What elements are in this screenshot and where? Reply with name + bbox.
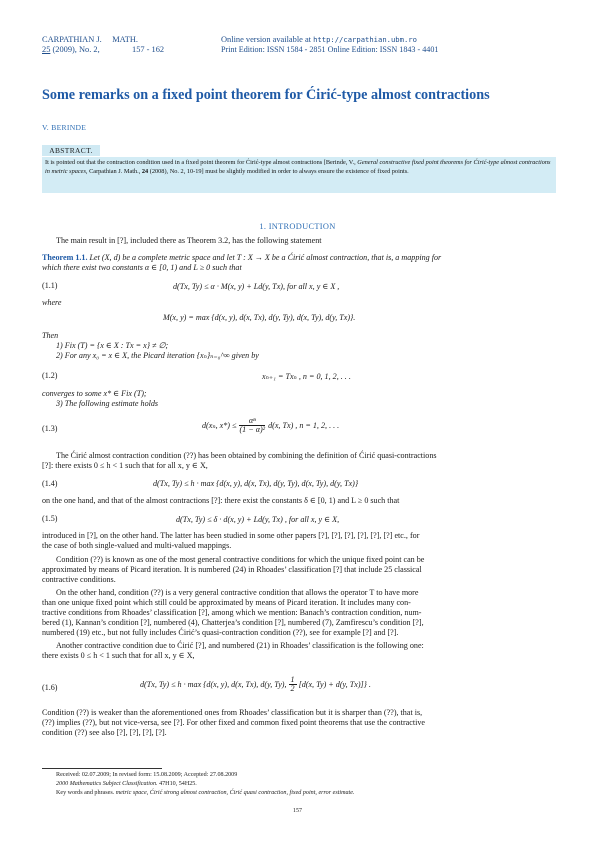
paragraph-2-line-2: [?]: there exists 0 ≤ h < 1 such that for all x, y ∈ X, (42, 461, 208, 470)
paragraph-7-line-1: Another contractive condition due to Ćirić [?], and numbered (21) in Rhoades’ classification is the following one: (56, 641, 424, 650)
issue-info: (2009), No. 2, (50, 45, 100, 54)
abstract-part-d: (2008), No. 2, 10-19] must be slightly modified in order to always ensure the existence of fixed points. (148, 167, 409, 175)
footnote-divider (42, 768, 162, 769)
eq-1-6-fraction (289, 676, 297, 693)
keywords-text: metric space, Ćirić strong almost contraction, Ćirić quasi contraction, fixed point, error estimate. (114, 790, 355, 796)
paragraph-6-line-1: On the other hand, condition (??) is a very general contractive condition that allows the operator T to have more (56, 588, 419, 597)
eq-1-6-denominator: 2 (290, 683, 295, 693)
paragraph-3: on the one hand, and that of the almost contractions [?]: there exist the constants δ ∈ [0, 1) and L ≥ 0 such that (42, 496, 400, 505)
paragraph-4-line-1: introduced in [?], on the other hand. The latter has been studied in some other papers [?], [?], [?], [?], [?], [?] etc., for (42, 531, 420, 540)
theorem-text-1: Let (X, d) be a complete metric space and let T : X → X be a Ćirić almost contraction, that is, a mapping for (89, 253, 442, 262)
msc-codes: 47H10, 54H25. (157, 781, 197, 787)
eq-1-2: xₙ₊₁ = Txₙ , n = 0, 1, 2, . . . (262, 372, 351, 381)
eq-1-3-fraction (239, 417, 265, 434)
journal-line-2 (42, 45, 138, 55)
page-number: 157 (293, 808, 302, 814)
keywords (56, 789, 354, 798)
abstract-volume: 24 (141, 167, 149, 175)
eq-1-6-label: (1.6) (42, 683, 58, 692)
paragraph-7-line-2: there exists 0 ≤ h < 1 such that for all x, y ∈ X, (42, 651, 195, 660)
paragraph-6-line-4: bered (1), Kannan’s condition [?], numbered (4), Chatterjea’s condition [?], numbered (7), Zamfirescu’s condition [?], (42, 618, 424, 627)
section-heading: 1. INTRODUCTION (259, 222, 336, 231)
paragraph-8-line-1: Condition (??) is weaker than the aforementioned ones from Rhoades’ classification but it is sharper than (??), that is, (42, 708, 423, 717)
theorem-statement (42, 253, 558, 263)
eq-max-definition: M(x, y) = max {d(x, y), d(x, Tx), d(y, Ty), d(x, Ty), d(y, Tx)}. (163, 313, 356, 322)
abstract-label: ABSTRACT. (42, 145, 100, 156)
conclusion-3: 3) The following estimate holds (56, 399, 159, 408)
eq-1-3-rhs: d(x, Tx) , n = 1, 2, . . . (268, 420, 340, 430)
paragraph-5-line-3: contractive conditions. (42, 575, 116, 584)
paragraph-6-line-2: than one unique fixed point which still could be approximated by means of Picard iteration. It includes many con- (42, 598, 411, 607)
paragraph-6-line-5: numbered (19) etc., but not fully includes Ćirić’s quasi-contraction condition (??), see for example [?] and [?]. (42, 628, 399, 637)
journal-name (42, 35, 138, 55)
author-name: V. BERINDE (42, 123, 87, 132)
paragraph-5-line-1: Condition (??) is known as one of the most general contractive conditions for which the unique fixed point can be (56, 555, 425, 564)
abstract-text (45, 159, 555, 176)
eq-1-3-lhs: d(xₙ, x*) ≤ (202, 421, 237, 430)
abstract-part-a: It is pointed out that the contraction condition used in a fixed point theorem for Ćirić-type almost contractions [Berinde, V., (45, 159, 358, 166)
eq-1-3-numerator: αⁿ (239, 417, 265, 426)
eq-1-6-part-b: [d(x, Ty) + d(y, Tx)]} . (298, 679, 371, 689)
then-text: Then (42, 331, 59, 340)
paragraph-4-line-2: the case of both single-valued and multi-valued mappings. (42, 541, 232, 550)
eq-1-3-label: (1.3) (42, 424, 58, 433)
print-edition: Print Edition: ISSN 1584 - 2851 Online Edition: ISSN 1843 - 4401 (221, 45, 439, 54)
abstract-part-c: , Carpathian J. Math., (85, 167, 142, 175)
journal-line-1: CARPATHIAN J. MATH. (42, 35, 139, 44)
theorem-label: Theorem 1.1. (42, 253, 88, 262)
eq-1-1: d(Tx, Ty) ≤ α · M(x, y) + Ld(y, Tx), for all x, y ∈ X , (173, 282, 340, 291)
msc-label: 2000 Mathematics Subject Classification. (56, 781, 158, 787)
volume-number: 25 (42, 45, 51, 54)
paragraph-5-line-2: approximated by means of Picard iteration. It is numbered (24) in Rhoades’ classification [?] that include 25 classical (42, 565, 422, 574)
online-info (221, 35, 417, 45)
paragraph-8-line-3: condition (??) see also [?], [?], [?], [?]. (42, 728, 167, 737)
keywords-label: Key words and phrases. (56, 790, 115, 796)
eq-1-4: d(Tx, Ty) ≤ h · max {d(x, y), d(x, Tx), d(y, Ty), d(x, Ty), d(y, Tx)} (153, 479, 359, 488)
msc-classification (56, 780, 197, 789)
theorem-text-2: which there exist two constants α ∈ [0, 1) and L ≥ 0 such that (42, 263, 242, 272)
eq-1-3-denominator: (1 − α)² (239, 424, 266, 434)
online-prefix: Online version available at (221, 35, 314, 44)
paragraph-6-line-3: tractive conditions from Rhoades’ classification [?], among which we mention: Banach’s contraction condition, num- (42, 608, 422, 617)
eq-1-6-numerator: 1 (290, 674, 295, 684)
where-text: where (42, 298, 62, 307)
eq-1-6 (140, 673, 371, 695)
eq-1-5-label: (1.5) (42, 514, 58, 523)
intro-paragraph: The main result in [?], included there as Theorem 3.2, has the following statement (56, 236, 322, 245)
eq-1-3 (202, 414, 339, 436)
conclusion-2: 2) For any x₀ = x ∈ X, the Picard iteration {xₙ}ₙ₌₀^∞ given by (56, 351, 259, 360)
online-url-link[interactable]: http://carpathian.ubm.ro (313, 35, 417, 44)
paragraph-8-line-2: (??) implies (??), but not vice-versa, see [?]. For other fixed and common fixed point theorems that use the contractive (42, 718, 425, 727)
paragraph-2-line-1: The Ćirić almost contraction condition (??) has been obtained by combining the definition of Ćirić quasi-contractions (56, 451, 437, 460)
eq-1-4-label: (1.4) (42, 479, 58, 488)
abstract-cited-title: General constructive fixed point theorems for Ćirić-type almost contractions in metric spaces (45, 159, 551, 175)
paper-title: Some remarks on a fixed point theorem for Ćirić-type almost contractions (42, 87, 490, 103)
received-dates: Received: 02.07.2009; In revised form: 15.08.2009; Accepted: 27.08.2009 (56, 772, 238, 778)
conclusion-1: 1) Fix (T) = {x ∈ X : Tx = x} ≠ ∅; (56, 341, 169, 350)
eq-1-1-label: (1.1) (42, 281, 58, 290)
converges-text: converges to some x* ∈ Fix (T); (42, 389, 147, 398)
eq-1-5: d(Tx, Ty) ≤ δ · d(x, y) + Ld(y, Tx) , for all x, y ∈ X, (176, 515, 340, 524)
eq-1-2-label: (1.2) (42, 371, 58, 380)
page-range: 157 - 162 (132, 45, 165, 54)
eq-1-6-part-a: d(Tx, Ty) ≤ h · max {d(x, y), d(x, Tx), d(y, Ty), (140, 679, 287, 689)
